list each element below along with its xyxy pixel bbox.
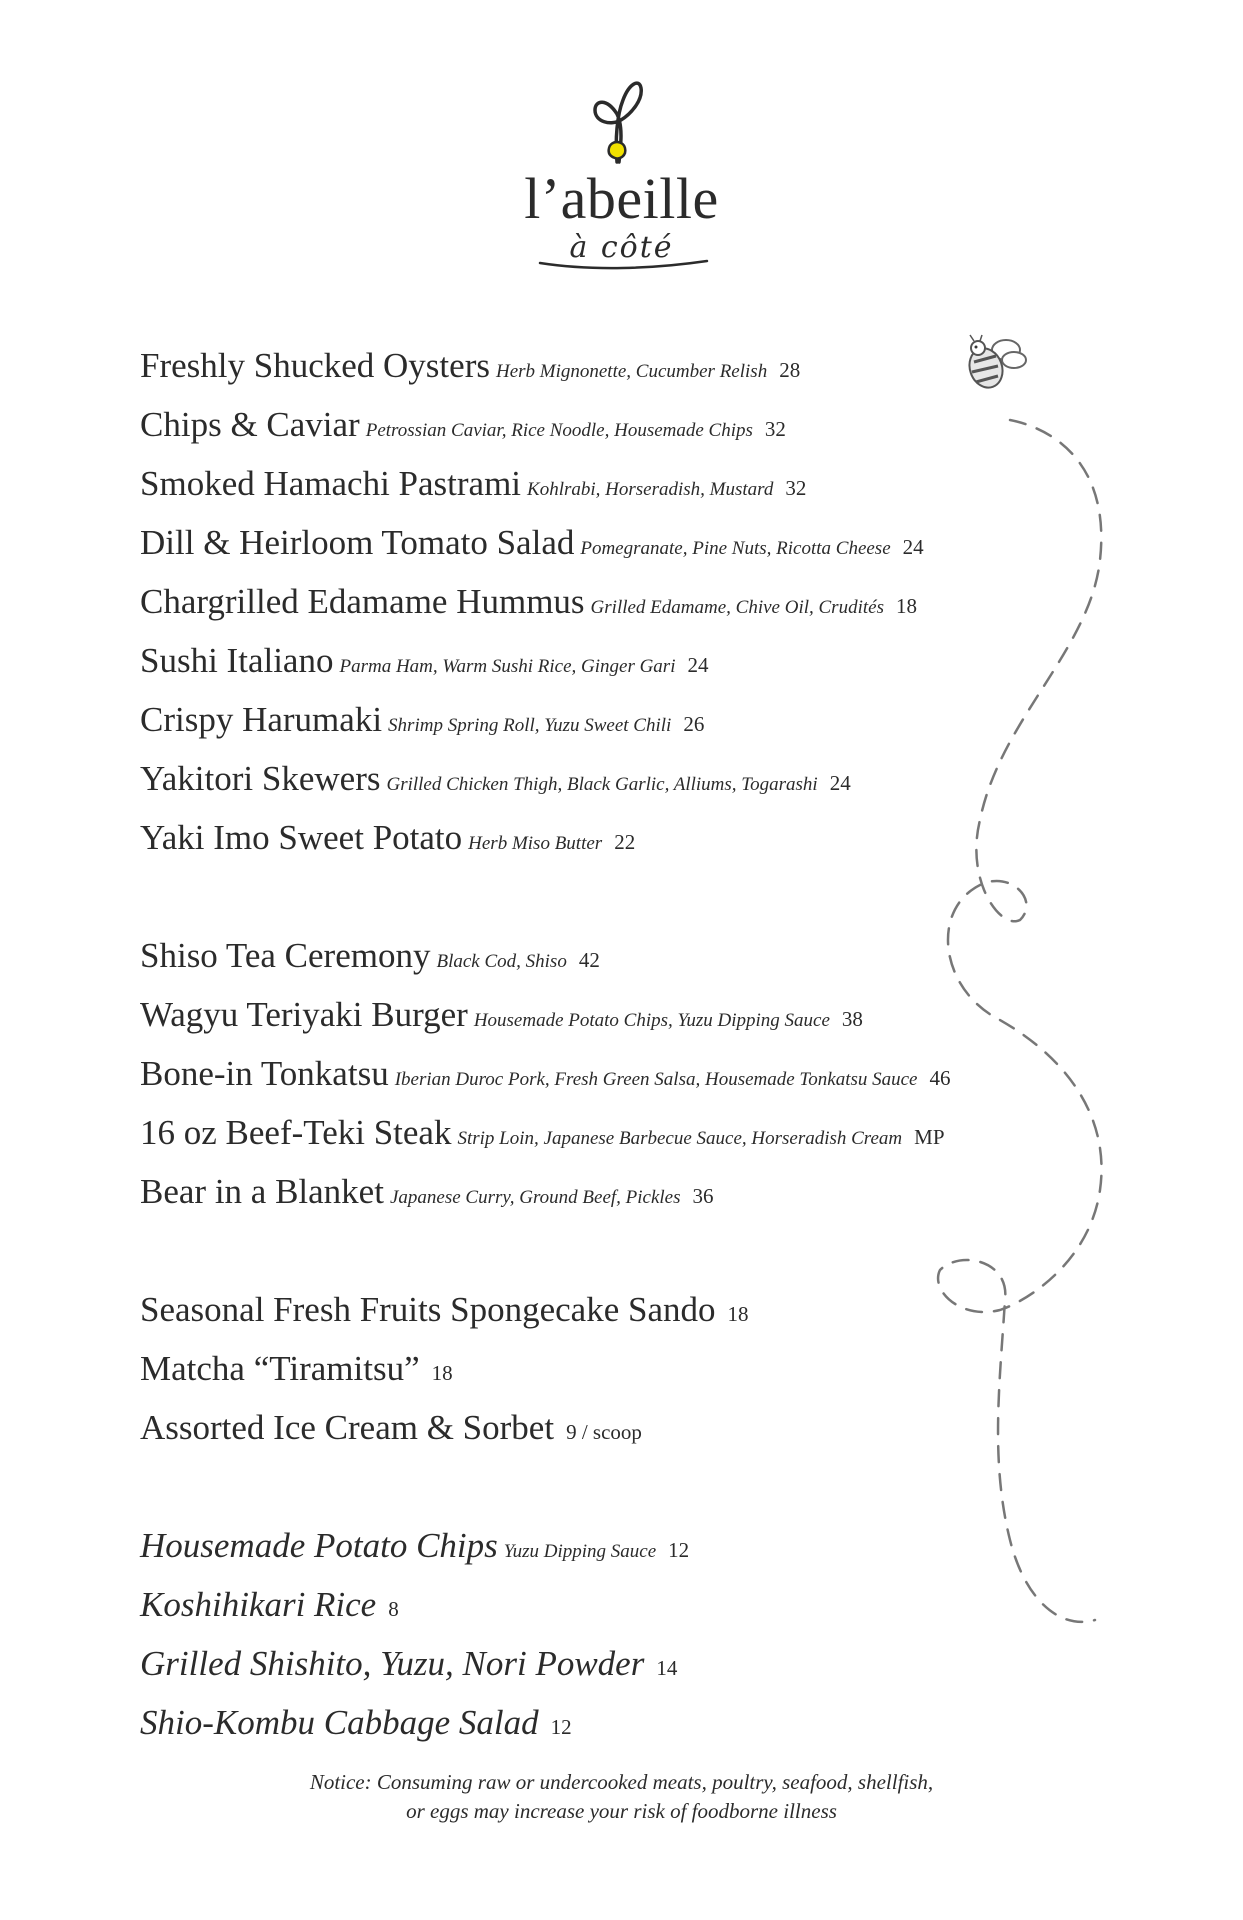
menu-item-description: Grilled Edamame, Chive Oil, Crudités (590, 597, 884, 618)
menu-item-price: 24 (829, 771, 851, 795)
menu-item-price: 36 (692, 1184, 714, 1208)
menu-item-name: Bear in a Blanket (140, 1172, 384, 1211)
starters-section (140, 336, 1100, 867)
menu-item-name: Yaki Imo Sweet Potato (140, 818, 463, 857)
menu-item-description: Strip Loin, Japanese Barbecue Sauce, Horseradish Cream (457, 1128, 903, 1149)
menu-item (140, 926, 1100, 985)
brand-subtitle: à côté (569, 230, 674, 265)
menu-item (140, 1339, 1100, 1398)
menu-item (140, 395, 1100, 454)
menu-item (140, 1634, 1100, 1693)
menu-item-name: Grilled Shishito, Yuzu, Nori Powder (140, 1644, 645, 1683)
menu-item-name: Assorted Ice Cream & Sorbet (140, 1408, 555, 1447)
menu-item-description: Yuzu Dipping Sauce (503, 1541, 657, 1562)
menu-item-price: 42 (578, 948, 600, 972)
menu-item-price: 24 (902, 535, 924, 559)
menu-item-name: Bone-in Tonkatsu (140, 1054, 389, 1093)
menu-item (140, 1103, 1100, 1162)
menu-item (140, 1162, 1100, 1221)
menu-item-name: Dill & Heirloom Tomato Salad (140, 523, 575, 562)
mains-section (140, 926, 1100, 1221)
menu-item-name: Shio-Kombu Cabbage Salad (140, 1703, 539, 1742)
menu-item (140, 808, 1100, 867)
sides-section (140, 1516, 1100, 1752)
menu-item-description: Pomegranate, Pine Nuts, Ricotta Cheese (580, 538, 891, 559)
menu-item-name: Wagyu Teriyaki Burger (140, 995, 468, 1034)
desserts-section (140, 1280, 1100, 1457)
menu-item-price: 32 (764, 417, 786, 441)
menu-item-price: 24 (687, 653, 709, 677)
menu-item-price: 18 (431, 1361, 453, 1385)
menu-item (140, 1575, 1100, 1634)
menu-item-name: Matcha “Tiramitsu” (140, 1349, 420, 1388)
menu-item-name: Chips & Caviar (140, 405, 360, 444)
menu-item-price: 12 (668, 1538, 690, 1562)
menu-item-price: MP (914, 1125, 945, 1149)
menu-item-price: 46 (929, 1066, 951, 1090)
menu-item-name: 16 oz Beef-Teki Steak (140, 1113, 452, 1152)
menu-item-description: Petrossian Caviar, Rice Noodle, Housemade Chips (365, 420, 753, 441)
menu (140, 336, 1100, 1752)
menu-item (140, 336, 1100, 395)
menu-item-description: Japanese Curry, Ground Beef, Pickles (389, 1187, 681, 1208)
menu-item (140, 749, 1100, 808)
menu-item-description: Kohlrabi, Horseradish, Mustard (527, 479, 774, 500)
menu-item-name: Housemade Potato Chips (140, 1526, 498, 1565)
menu-item-description: Housemade Potato Chips, Yuzu Dipping Sauce (473, 1010, 830, 1031)
menu-item-price: 18 (895, 594, 917, 618)
menu-item-price: 32 (785, 476, 807, 500)
menu-item-price: 9 / scoop (566, 1420, 642, 1444)
menu-item (140, 513, 1100, 572)
menu-item-name: Koshihikari Rice (140, 1585, 377, 1624)
menu-item (140, 572, 1100, 631)
menu-item (140, 690, 1100, 749)
menu-item-name: Freshly Shucked Oysters (140, 346, 490, 385)
menu-item-description: Iberian Duroc Pork, Fresh Green Salsa, Housemade Tonkatsu Sauce (394, 1069, 918, 1090)
menu-item-price: 8 (388, 1597, 399, 1621)
menu-item-name: Smoked Hamachi Pastrami (140, 464, 522, 503)
menu-item-description: Black Cod, Shiso (436, 951, 567, 972)
menu-item-name: Shiso Tea Ceremony (140, 936, 431, 975)
menu-item-description: Herb Mignonette, Cucumber Relish (495, 361, 768, 382)
menu-item (140, 631, 1100, 690)
menu-item (140, 1693, 1100, 1752)
menu-item-price: 18 (727, 1302, 749, 1326)
menu-item-price: 28 (779, 358, 801, 382)
menu-item-description: Herb Miso Butter (468, 833, 603, 854)
menu-item-price: 14 (656, 1656, 678, 1680)
menu-item (140, 1398, 1100, 1457)
notice-line-1: Notice: Consuming raw or undercooked meats, poultry, seafood, shellfish, (309, 1770, 934, 1794)
menu-item-price: 26 (683, 712, 705, 736)
menu-item-name: Seasonal Fresh Fruits Spongecake Sando (140, 1290, 716, 1329)
menu-item-name: Sushi Italiano (140, 641, 334, 680)
menu-item (140, 454, 1100, 513)
menu-item (140, 1516, 1100, 1575)
menu-item-price: 22 (614, 830, 636, 854)
notice-line-2: or eggs may increase your risk of foodborne illness (406, 1799, 837, 1823)
menu-item-description: Shrimp Spring Roll, Yuzu Sweet Chili (388, 715, 672, 736)
brand-name: l’abeille (524, 166, 719, 231)
menu-item-name: Crispy Harumaki (140, 700, 383, 739)
menu-item-description: Grilled Chicken Thigh, Black Garlic, Alliums, Togarashi (386, 774, 818, 795)
menu-item (140, 1044, 1100, 1103)
menu-item-description: Parma Ham, Warm Sushi Rice, Ginger Gari (339, 656, 676, 677)
menu-item-price: 12 (550, 1715, 572, 1739)
allergen-notice (0, 1768, 1243, 1826)
menu-item-name: Yakitori Skewers (140, 759, 381, 798)
menu-item-price: 38 (841, 1007, 863, 1031)
menu-item (140, 1280, 1100, 1339)
menu-item (140, 985, 1100, 1044)
menu-item-name: Chargrilled Edamame Hummus (140, 582, 585, 621)
